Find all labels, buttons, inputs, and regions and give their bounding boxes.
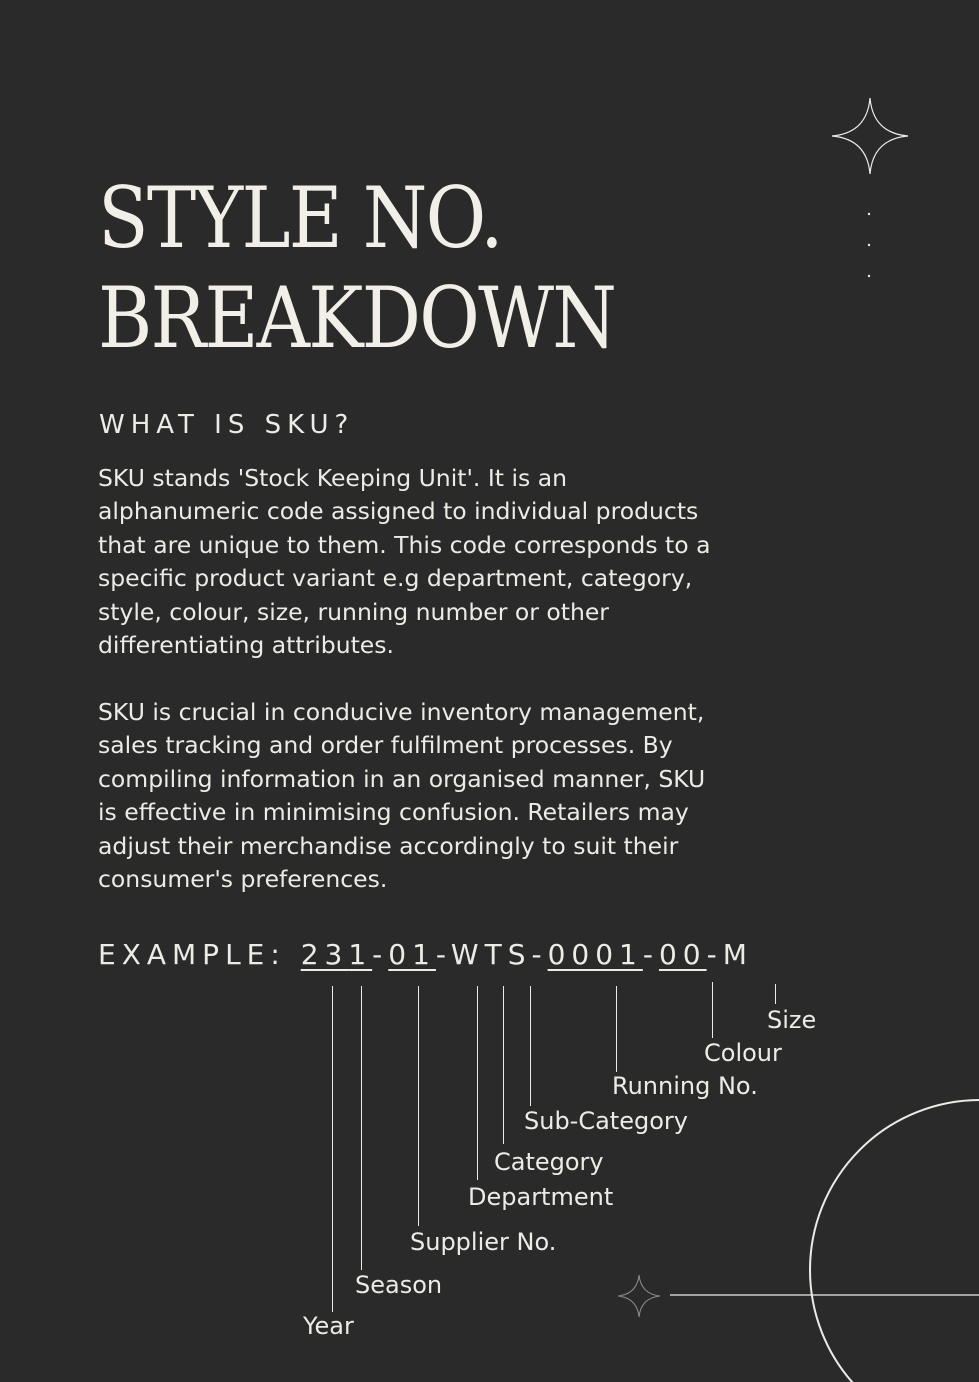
page-title bbox=[98, 168, 615, 368]
code-separator: - bbox=[706, 938, 723, 971]
paragraph-importance: SKU is crucial in conducive inventory management, sales tracking and order fulfilment processes. By compiling information in an organised manner, SKU is effective in minimising confusion. Retailers may adjust their merchandise accordingly to suit their consumer's preferences. bbox=[98, 698, 706, 894]
sparkle-large-icon bbox=[830, 96, 910, 176]
section-heading: WHAT IS SKU? bbox=[99, 410, 355, 440]
leader-line-subcategory bbox=[530, 986, 531, 1106]
code-separator: - bbox=[372, 938, 389, 971]
code-department: W bbox=[450, 938, 485, 971]
circle-line-decoration bbox=[600, 1090, 979, 1382]
sparkle-small-icon bbox=[616, 1273, 662, 1319]
leader-line-size bbox=[775, 984, 776, 1004]
code-year: 23 bbox=[300, 938, 349, 971]
code-separator: - bbox=[531, 938, 548, 971]
sku-example bbox=[98, 938, 753, 971]
dotted-line-decoration bbox=[864, 208, 874, 282]
leader-line-colour bbox=[712, 982, 713, 1038]
title-line-1: STYLE NO. bbox=[98, 169, 502, 267]
label-year: Year bbox=[303, 1312, 354, 1340]
code-separator: - bbox=[642, 938, 659, 971]
leader-line-supplier bbox=[418, 986, 419, 1226]
leader-line-department bbox=[477, 986, 478, 1180]
code-season: 1 bbox=[348, 938, 373, 971]
code-supplier: 01 bbox=[388, 938, 436, 971]
label-department: Department bbox=[468, 1183, 614, 1211]
code-category: T bbox=[484, 938, 508, 971]
code-size: M bbox=[722, 938, 753, 971]
code-subcategory: S bbox=[507, 938, 532, 971]
label-season: Season bbox=[355, 1271, 443, 1299]
paragraph-definition: SKU stands 'Stock Keeping Unit'. It is an alphanumeric code assigned to individual products that are unique to them. This code corresponds to a specific product variant e.g department, category, style, colour, size, running number or other differentiating attributes. bbox=[98, 464, 711, 660]
label-colour: Colour bbox=[704, 1039, 782, 1067]
label-category: Category bbox=[494, 1148, 604, 1176]
title-line-2: BREAKDOWN bbox=[98, 269, 616, 367]
leader-line-category bbox=[503, 986, 504, 1144]
leader-line-season bbox=[361, 986, 362, 1270]
label-size: Size bbox=[767, 1006, 817, 1034]
code-running: 0001 bbox=[547, 938, 643, 971]
leader-line-running bbox=[616, 986, 617, 1072]
code-colour: 00 bbox=[658, 938, 707, 971]
leader-line-year bbox=[332, 986, 333, 1312]
code-separator: - bbox=[435, 938, 451, 971]
label-running-no: Running No. bbox=[612, 1072, 758, 1100]
label-supplier-no: Supplier No. bbox=[410, 1228, 557, 1256]
example-label: EXAMPLE: bbox=[98, 938, 286, 971]
label-sub-category: Sub-Category bbox=[524, 1107, 688, 1135]
